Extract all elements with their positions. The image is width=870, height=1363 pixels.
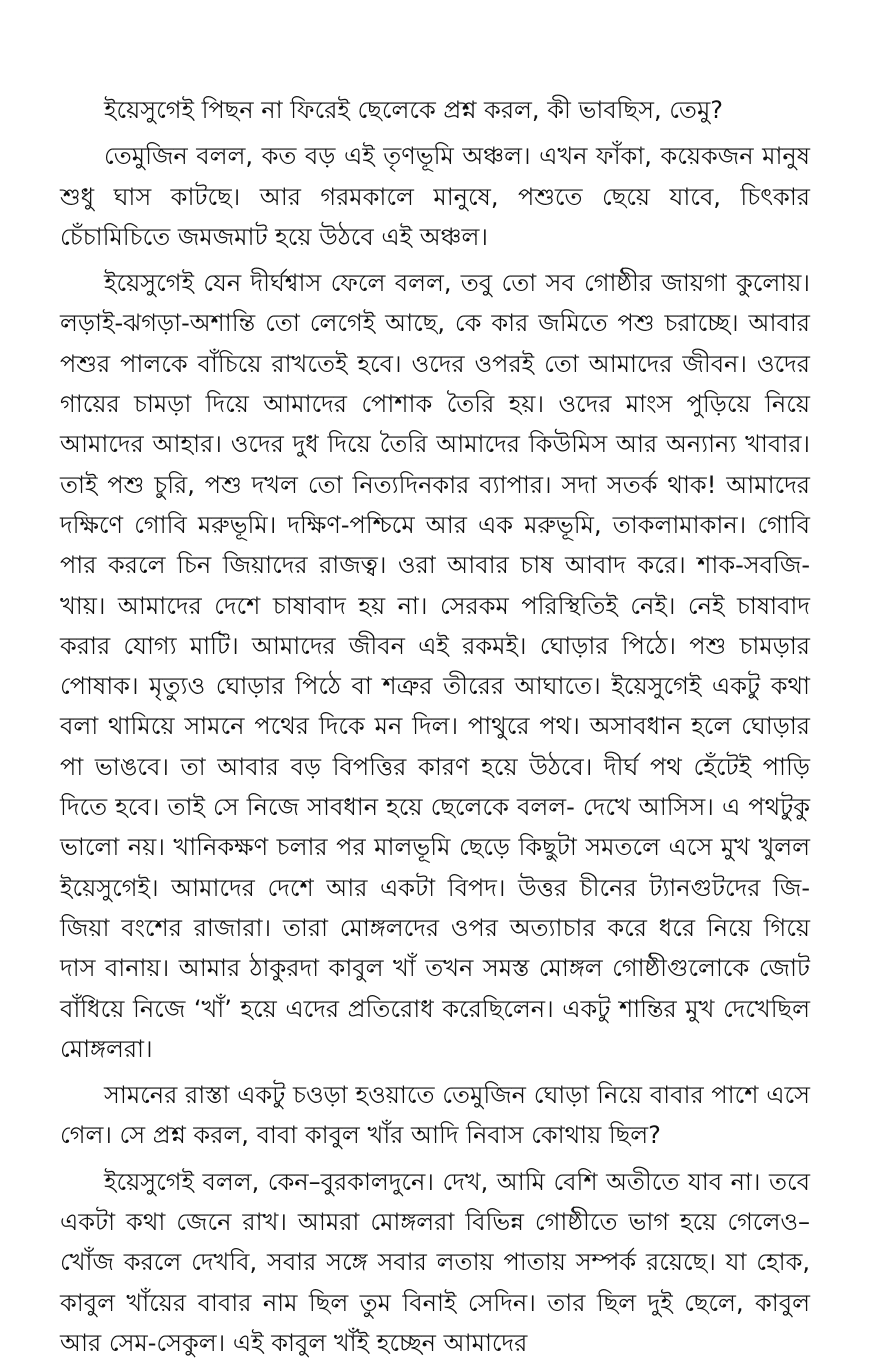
paragraph-temujin-question: সামনের রাস্তা একটু চওড়া হওয়াতে তেমুজিন ঘোড়া নিয়ে বাবার পাশে এসে গেল। সে প্রশ্ন করল, বাবা কাবুল খাঁর আদি নিবাস কোথায় ছিল?	[60, 1081, 810, 1150]
paragraph-temujin-reply: তেমুজিন বলল, কত বড় এই তৃণভূমি অঞ্চল। এখন ফাঁকা, কয়েকজন মানুষ শুধু ঘাস কাটছে। আর গরমকালে মানুষে, পশুতে ছেয়ে যাবে, চিৎকার চেঁচামিচিতে জমজমাট হয়ে উঠবে এই অঞ্চল।	[60, 142, 810, 251]
paragraph-question: ইয়েসুগেই পিছন না ফিরেই ছেলেকে প্রশ্ন করল, কী ভাবছিস, তেমু?	[104, 96, 724, 124]
paragraph-yesugei-speech: ইয়েসুগেই যেন দীর্ঘশ্বাস ফেলে বলল, তবু তো সব গোষ্ঠীর জায়গা কুলোয়। লড়াই-ঝগড়া-অশান্তি তো লেগেই আছে, কে কার জমিতে পশু চরাচ্ছে। আবার পশুর পালকে বাঁচিয়ে রাখতেই হবে। ওদের ওপরই তো আমাদের জীবন। ওদের গায়ের চামড়া দিয়ে আমাদের পোশাক তৈরি হয়। ওদের মাংস পুড়িয়ে নিয়ে আমাদের আহার। ওদের দুধ দিয়ে তৈরি আমাদের কিউমিস আর অন্যান্য খাবার। তাই পশু চুরি, পশু দখল তো নিত্যদিনকার ব্যাপার। সদা সতর্ক থাক! আমাদের দক্ষিণে গোবি মরুভূমি। দক্ষিণ-পশ্চিমে আর এক মরুভূমি, তাকলামাকান। গোবি পার করলে চিন জিয়াদের রাজত্ব। ওরা আবার চাষ আবাদ করে। শাক-সবজি-খায়। আমাদের দেশে চাষাবাদ হয় না। সেরকম পরিস্থিতিই নেই। নেই চাষাবাদ করার যোগ্য মাটি। আমাদের জীবন এই রকমই। ঘোড়ার পিঠে। পশু চামড়ার পোষাক। মৃত্যুও ঘোড়ার পিঠে বা শত্রুর তীরের আঘাতে। ইয়েসুগেই একটু কথা বলা থামিয়ে সামনে পথের দিকে মন দিল। পাথুরে পথ। অসাবধান হলে ঘোড়ার পা ভাঙবে। তা আবার বড় বিপত্তির কারণ হয়ে উঠবে। দীর্ঘ পথ হেঁটেই পাড়ি দিতে হবে। তাই সে নিজে সাবধান হয়ে ছেলেকে বলল- দেখে আসিস। এ পথটুকু ভালো নয়। খানিকক্ষণ চলার পর মালভূমি ছেড়ে কিছুটা সমতলে এসে মুখ খুলল ইয়েসুগেই। আমাদের দেশে আর একটা বিপদ। উত্তর চীনের ট্যানগুটদের জি-জিয়া বংশের রাজারা। তারা মোঙ্গলদের ওপর অত্যাচার করে ধরে নিয়ে গিয়ে দাস বানায়। আমার ঠাকুরদা কাবুল খাঁ তখন সমস্ত মোঙ্গল গোষ্ঠীগুলোকে জোট বাঁধিয়ে নিজে ‘খাঁ’ হয়ে এদের প্রতিরোধ করেছিলেন। একটু শান্তির মুখ দেখেছিল মোঙ্গলরা।	[60, 269, 810, 1063]
paragraph-yesugei-answer: ইয়েসুগেই বলল, কেন–বুরকালদুনে। দেখ, আমি বেশি অতীতে যাব না। তবে একটা কথা জেনে রাখ। আমরা মোঙ্গলরা বিভিন্ন গোষ্ঠীতে ভাগ হয়ে গেলেও– খোঁজ করলে দেখবি, সবার সঙ্গে সবার লতায় পাতায় সম্পর্ক রয়েছে। যা হোক, কাবুল খাঁয়ের বাবার নাম ছিল তুম বিনাই সেদিন। তার ছিল দুই ছেলে, কাবুল আর সেম-সেকুল। এই কাবুল খাঁই হচ্ছেন আমাদের	[60, 1167, 810, 1357]
